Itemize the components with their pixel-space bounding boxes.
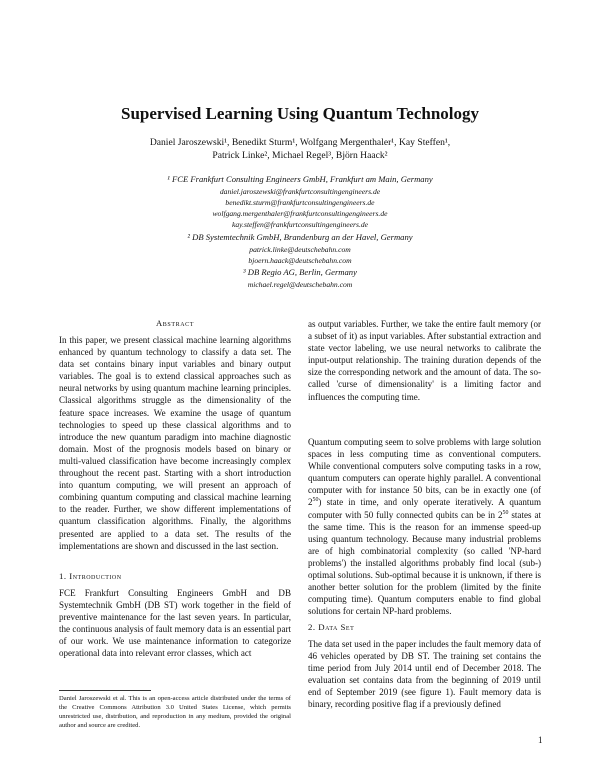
paper-title: Supervised Learning Using Quantum Technology [120,104,480,123]
email[interactable]: benedikt.sturm@frankfurtconsultingengineers.de [225,198,375,207]
author-list [90,136,510,162]
email[interactable]: kay.steffen@frankfurtconsultingengineers.de [231,220,369,229]
exponent: 50 [502,509,509,516]
email[interactable]: wolfgang.mergenthaler@frankfurtconsultingengineers.de [212,209,388,218]
affiliation-1: ¹ FCE Frankfurt Consulting Engineers GmbH, Frankfurt am Main, Germany [167,174,433,184]
quantum-text-b: ) state in time, and only operate iteratively. A quantum computer with 50 fully connected qubits can be in 2 [308,497,541,520]
email[interactable]: michael.regel@deutschebahn.com [247,280,353,289]
affiliation-3: ³ DB Regio AG, Berlin, Germany [243,267,357,277]
intro-continued-paragraph: as output variables. Further, we take the entire fault memory (or a subset of it) as input variables. After substantial extraction and state vector labeling, we use neural networks to calibrate the input-output relationship. The training duration depends of the size the corresponding network and the amount of data. The so-called 'curse of dimensionality' is a limiting factor and influences the computing time. [308,319,541,402]
affiliation-2: ² DB Systemtechnik GmbH, Brandenburg an der Havel, Germany [187,232,413,242]
abstract-heading: Abstract [155,318,194,328]
exponent: 50 [312,497,319,504]
section-2-heading: 2. Data Set [308,622,355,632]
license-footnote: Daniel Jaroszewski et al. This is an open-access article distributed under the terms of the Creative Commons Attribution 3.0 United States License, which permits unrestricted use, distribution, and reproduction in any medium, provided the original author and source are credited. [59,695,291,729]
section-2-text: The data set used in the paper includes the fault memory data of 46 vehicles operated by DB ST. The training set contains the time period from July 2014 until end of December 2018. The evaluation set contains data from the beginning of 2019 until end of September 2019 (see figure 1). Fault memory data is binary, recording positive flag if a previously defined [308,639,541,710]
quantum-text-a: Quantum computing seem to solve problems with large solution spaces in less computing time as conventional computers. While conventional computers solve computing tasks in a row, quantum computers can operate highly parallel. A conventional computer with for instance 50 bits, can be in exactly one (of 2 [308,437,541,508]
section-1-text: FCE Frankfurt Consulting Engineers GmbH and DB Systemtechnik GmbH (DB ST) work together in the field of preventive maintenance for the last seven years. In particular, the continuous analysis of fault memory data is an essential part of our work. We use maintenance information to categorize operational data into relevant error classes, which act [59,588,291,659]
email[interactable]: patrick.linke@deutschebahn.com [249,245,351,254]
page-number: 1 [538,735,543,745]
section-1-heading: 1. Introduction [59,571,122,581]
quantum-text-c: states at the same time. This is the reason for an immense speed-up using quantum technology. Because many industrial problems are of high combinatorial complexity (so called 'NP-hard problems') the installed algorithms probably find local (sub-) optimal solutions. Sub-optimal because it is unknown, if there is another better solution for the problem (limited by the finite computing time). Quantum computers enable to find global solutions for certain NP-hard problems. [308,509,541,617]
email[interactable]: bjoern.haack@deutschebahn.com [248,256,352,265]
author-line-1: Daniel Jaroszewski¹, Benedikt Sturm¹, Wolfgang Mergenthaler¹, Kay Steffen¹, [149,137,451,148]
author-line-2: Patrick Linke², Michael Regel³, Björn Haack² [212,150,388,161]
footnote-rule [59,690,151,691]
quantum-paragraph [308,436,541,617]
email[interactable]: daniel.jaroszewski@frankfurtconsultingengineers.de [219,187,381,196]
abstract-text: In this paper, we present classical machine learning algorithms enhanced by quantum technology to classify a data set. The data set contains binary input variables and binary output variables. The goal is to extend classical approaches such as neural networks by using quantum machine learning principles. Classical algorithms struggle as the dimensionality of the feature space increases. We examine the usage of quantum technologies to speed up these classical algorithms and to introduce the new quantum paradigm into machine diagnostic domain. Most of the prognosis models based on binary or multi-valued classification have become increasingly complex throughout the recent past. Starting with a short introduction into quantum computing, we will present an approach of combining quantum computing and classical machine learning to the reader. Further, we show different implementations of quantum classification algorithms. Finally, the algorithms presented are applied to a data set. The results of the implementations are shown and discussed in the last section. [59,335,291,551]
